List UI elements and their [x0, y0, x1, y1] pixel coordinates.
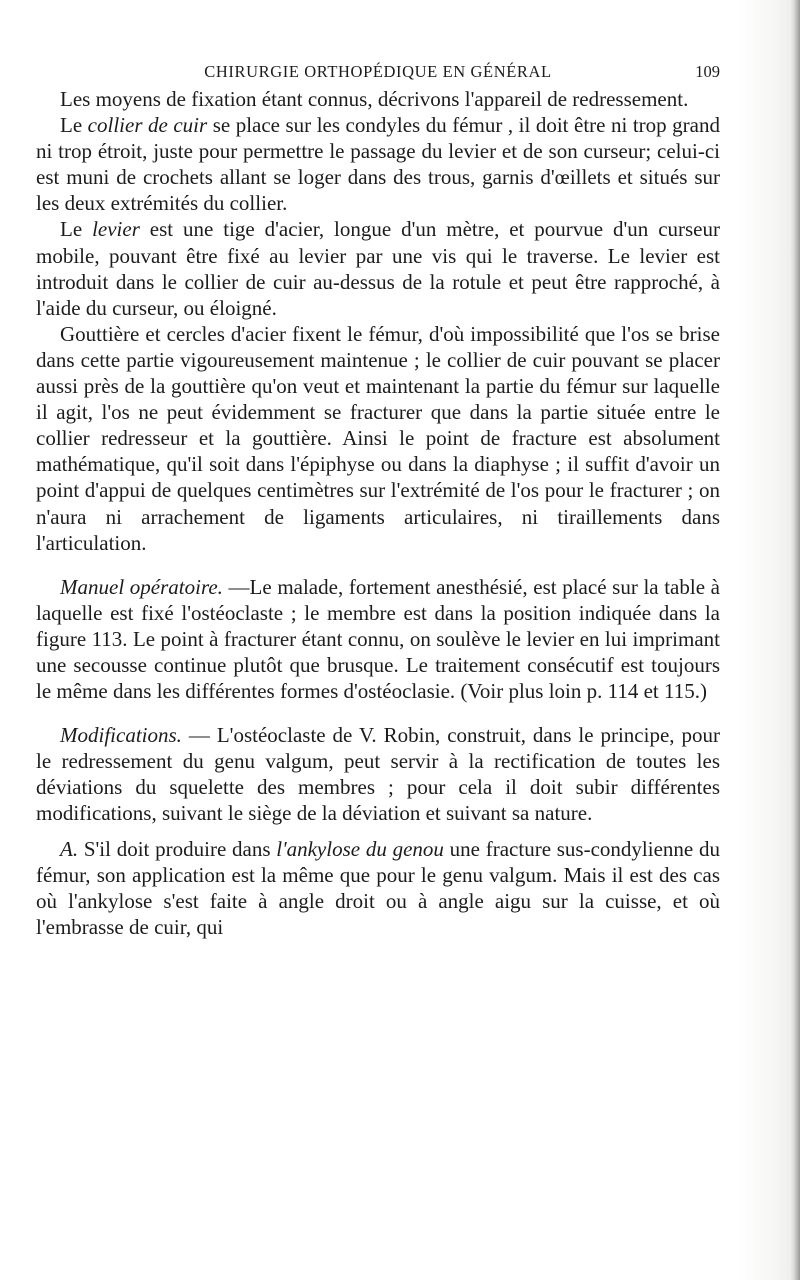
term-ankylose-du-genou: l'ankylose du genou: [276, 836, 444, 861]
page-header: [36, 62, 720, 86]
paragraph-modifications: [36, 722, 720, 826]
term-levier: levier: [92, 217, 140, 242]
heading-manuel-operatoire: Manuel opératoire.: [60, 574, 223, 599]
item-label-a: A.: [60, 836, 79, 861]
paragraph-levier-lead: Le: [60, 217, 93, 242]
page-number: 109: [695, 62, 720, 81]
running-title: CHIRURGIE ORTHOPÉDIQUE EN GÉNÉRAL: [204, 62, 552, 81]
paragraph-collier-lead: Le: [60, 113, 88, 138]
paragraph-manuel-operatoire-text: —Le malade, fortement anesthésié, est placé sur la table à laquelle est fixé l'ostéoclaste ; le membre est dans la position indiquée dans la figure 113. Le point à fracturer étant connu, on soulève le levier en lui imprimant une secousse continue plutôt que brusque. Le traitement consécutif est toujours le même dans les différentes formes d'ostéoclasie. (Voir plus loin p. 114 et 115.): [36, 574, 720, 704]
paragraph-levier: [36, 216, 720, 320]
paragraph-levier-text: est une tige d'acier, longue d'un mètre, et pourvue d'un curseur mobile, pouvant être fixé au levier par une vis qui le traverse. Le levier est introduit dans le collier de cuir au-dessus de la rotule et peut être rapproché, à l'aide du curseur, ou éloigné.: [36, 217, 720, 320]
paragraph-ankylose-text: une fracture sus-condylienne du fémur, son application est la même que pour le genu valgum. Mais il est des cas où l'ankylose s'est faite à angle droit ou à angle aigu sur la cuisse, et où l'embrasse de cuir, qui: [36, 836, 720, 939]
paragraph-collier: [36, 112, 720, 216]
paragraph-intro: Les moyens de fixation étant connus, décrivons l'appareil de redressement.: [60, 87, 689, 111]
paragraph-gouttiere: Gouttière et cercles d'acier fixent le fémur, d'où impossibilité que l'os se brise dans cette partie vigoureusement maintenue ; le collier de cuir pouvant se placer aussi près de la gouttière qu'on veut et maintenant la partie du fémur sur laquelle il agit, l'os ne peut évidemment se fracturer que dans la partie située entre le collier redresseur et la gouttière. Ainsi le point de fracture est absolument mathématique, qu'il soit dans l'épiphyse ou dans la diaphyse ; il suffit d'avoir un point d'appui de quelques centimètres sur l'extrémité de l'os pour le fracturer ; on n'aura ni arrachement de ligaments articulaires, ni tiraillements dans l'articulation.: [36, 321, 720, 555]
paragraph-collier-text: se place sur les condyles du fémur , il doit être ni trop grand ni trop étroit, juste pour permettre le passage du levier et de son curseur; celui-ci est muni de crochets allant se loger dans des trous, garnis d'œillets et situés sur les deux extrémités du collier.: [36, 113, 720, 216]
term-collier-de-cuir: collier de cuir: [87, 113, 208, 138]
paragraph-ankylose: [36, 836, 720, 940]
heading-modifications: Modifications.: [60, 723, 182, 748]
paragraph-modifications-text: — L'ostéoclaste de V. Robin, construit, dans le principe, pour le redressement du genu valgum, peut servir à la rectification de toutes les déviations du squelette des membres ; pour cela il doit subir différentes modifications, suivant le siège de la déviation et suivant sa nature.: [36, 723, 720, 826]
paragraph-manuel-operatoire: [36, 574, 720, 704]
paragraph-ankylose-lead: S'il doit produire dans: [78, 836, 277, 861]
body-text: [36, 86, 720, 940]
page-edge-shadow: [790, 0, 800, 1280]
